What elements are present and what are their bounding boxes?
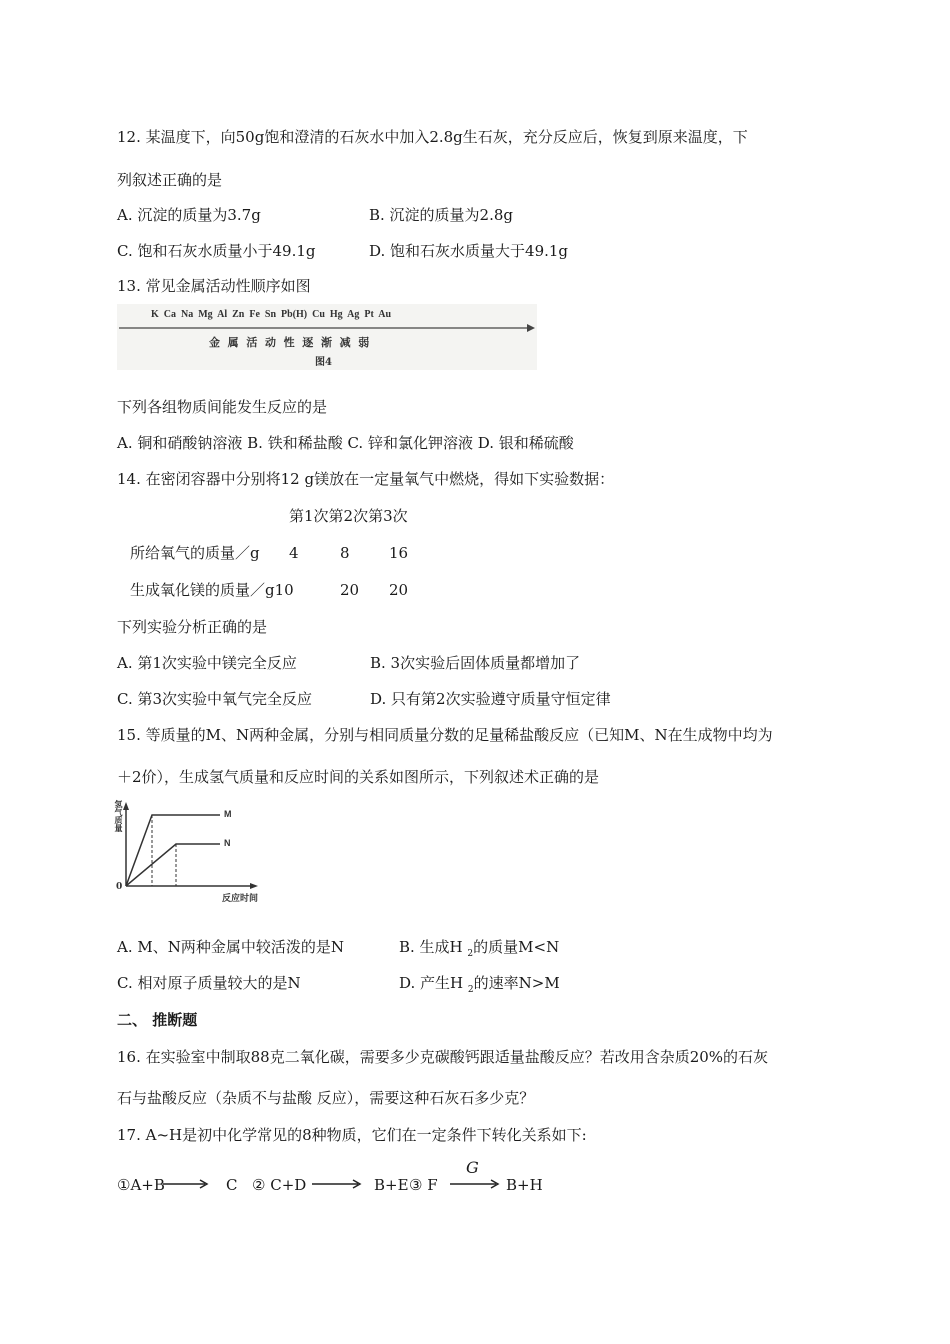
- reaction-3-left: ③ F: [409, 1176, 438, 1194]
- q14-row1-cell: 4: [289, 544, 299, 562]
- q14-stem: 14. 在密闭容器中分别将12 g镁放在一定量氧气中燃烧，得如下实验数据：: [117, 470, 615, 488]
- q14-option-a: A. 第1次实验中镁完全反应: [117, 654, 297, 672]
- q13-options: A. 铜和硝酸钠溶液 B. 铁和稀盐酸 C. 锌和氯化钾溶液 D. 银和稀硫酸: [117, 434, 574, 452]
- graph-origin: 0: [116, 882, 123, 892]
- reaction-2-right: B+E: [374, 1176, 409, 1194]
- q13-stem: 13. 常见金属活动性顺序如图: [117, 277, 311, 295]
- figure-label: 图4: [315, 357, 332, 368]
- q17-stem: 17. A~H是初中化学常见的8种物质，它们在一定条件下转化关系如下:: [117, 1126, 587, 1144]
- q15-option-d-subscript: 2: [467, 985, 474, 995]
- graph-label-m: M: [224, 809, 232, 819]
- reaction-2-left: ② C+D: [252, 1176, 307, 1194]
- graph-label-n: N: [224, 838, 231, 848]
- q14-row1-cell: 8: [340, 544, 350, 562]
- q15-option-a: A. M、N两种金属中较活泼的是N: [117, 938, 344, 956]
- q15-option-b: [399, 937, 559, 964]
- q15-stem-line2: ＋2价），生成氢气质量和反应时间的关系如图所示，下列叙述术正确的是: [117, 768, 600, 786]
- q15-option-c: C. 相对原子质量较大的是N: [117, 974, 301, 992]
- q12-option-d: D. 饱和石灰水质量大于49.1g: [369, 242, 569, 260]
- q13-question: 下列各组物质间能发生反应的是: [117, 398, 328, 416]
- reaction-1-left: ①A+B: [117, 1176, 165, 1194]
- x-axis-arrow: [250, 883, 258, 889]
- hydrogen-time-graph: [112, 798, 262, 908]
- q14-row1-label: 所给氧气的质量／g: [130, 544, 260, 562]
- q12-option-a: A. 沉淀的质量为3.7g: [117, 206, 261, 224]
- reaction-arrow-2: [312, 1178, 364, 1190]
- section-title: 二、 推断题: [117, 1011, 198, 1029]
- q12-stem-line1: 12. 某温度下，向50g饱和澄清的石灰水中加入2.8g生石灰，充分反应后，恢复到原来温度，下: [117, 128, 748, 146]
- curve-n: [126, 844, 220, 886]
- activity-arrow: [117, 321, 537, 335]
- reaction-1-right: C: [226, 1176, 238, 1194]
- q15-option-b-text: B. 生成H: [399, 938, 468, 956]
- q14-row1-cell: 16: [389, 544, 409, 562]
- activity-caption: 金 属 活 动 性 逐 渐 减 弱: [209, 336, 370, 349]
- graph-ylabel: 氢气质量: [114, 800, 124, 832]
- q14-row2-label: 生成氧化镁的质量／g10: [130, 581, 294, 599]
- curve-m: [126, 815, 220, 886]
- q14-option-c: C. 第3次实验中氧气完全反应: [117, 690, 313, 708]
- q14-option-d: D. 只有第2次实验遵守质量守恒定律: [370, 690, 611, 708]
- reaction-arrow-1: [163, 1178, 211, 1190]
- q15-option-b-subscript: 2: [467, 949, 474, 959]
- q14-row2-cell: 20: [389, 581, 409, 599]
- q16-line1: 16. 在实验室中制取88克二氧化碳，需要多少克碳酸钙跟适量盐酸反应？若改用含杂质20%的石灰: [117, 1048, 769, 1066]
- metal-series-text: K Ca Na Mg Al Zn Fe Sn Pb(H) Cu Hg Ag Pt Au: [151, 309, 392, 320]
- q12-stem-line2: 列叙述正确的是: [117, 171, 223, 189]
- q15-option-b-text-end: 的质量M<N: [473, 938, 560, 956]
- metal-activity-figure: [117, 304, 537, 370]
- reaction-3-condition: G: [466, 1158, 479, 1177]
- reaction-arrow-3: [450, 1178, 502, 1190]
- q14-option-b: B. 3次实验后固体质量都增加了: [370, 654, 581, 672]
- q16-line2: 石与盐酸反应（杂质不与盐酸 反应），需要这种石灰石多少克？: [117, 1089, 535, 1107]
- q15-stem-line1: 15. 等质量的M、N两种金属，分别与相同质量分数的足量稀盐酸反应（已知M、N在生成物中均为: [117, 726, 773, 744]
- q12-option-c: C. 饱和石灰水质量小于49.1g: [117, 242, 316, 260]
- q14-row2-cell: 20: [340, 581, 360, 599]
- q12-option-b: B. 沉淀的质量为2.8g: [369, 206, 514, 224]
- q14-table-header: 第1次第2次第3次: [289, 507, 408, 525]
- q14-question: 下列实验分析正确的是: [117, 618, 268, 636]
- reaction-3-right: B+H: [506, 1176, 543, 1194]
- q15-option-d-text-end: 的速率N>M: [473, 974, 560, 992]
- graph-xlabel: 反应时间: [222, 894, 259, 904]
- q15-option-d: [399, 973, 560, 1000]
- q15-option-d-text: D. 产生H: [399, 974, 468, 992]
